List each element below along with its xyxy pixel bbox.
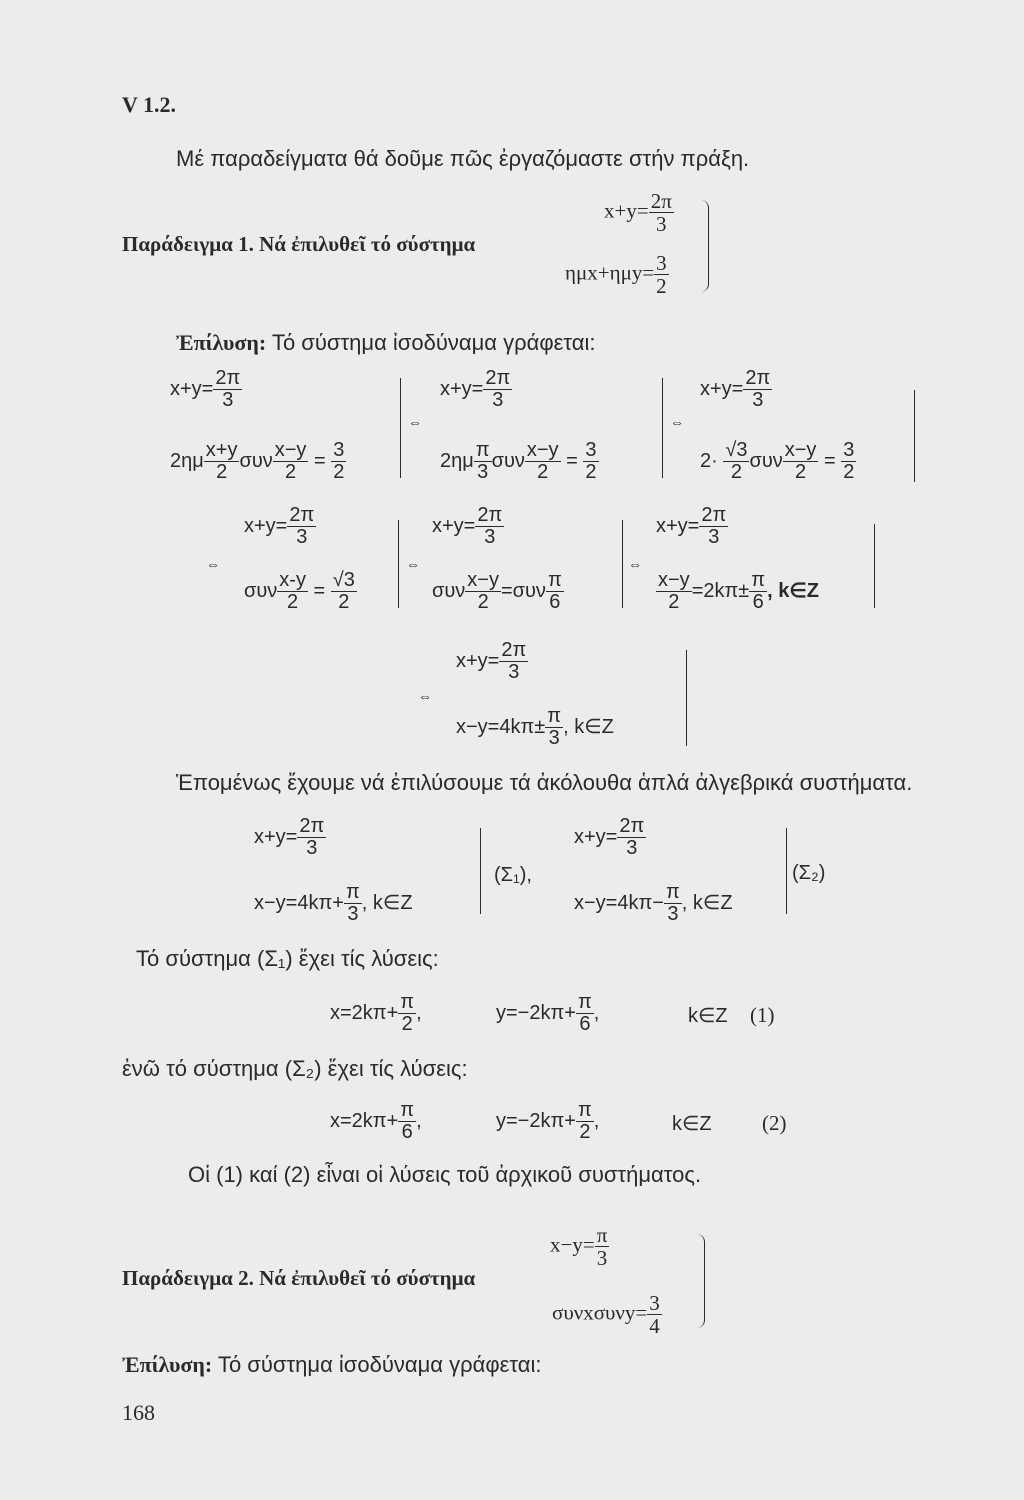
frac-den: 2: [730, 461, 742, 483]
frac-den: 3: [296, 526, 308, 548]
section-number: V 1.2.: [122, 92, 176, 117]
frac-num: 2π: [215, 367, 241, 389]
step4-eq2: [244, 570, 357, 613]
frac-num: 2π: [701, 504, 727, 526]
sys2-text: ἐνῶ τό σύστημα (Σ₂) ἔχει τίς λύσεις:: [122, 1056, 468, 1081]
frac-num: x-y: [279, 569, 306, 591]
frac-num: √3: [332, 569, 355, 591]
solution-label: Ἐπίλυση:: [122, 1352, 213, 1377]
eq-part: y=−2kπ+: [496, 1001, 576, 1024]
sol2-y: y=−2kπ+ $\frac{\pi}{2}$ ,: [496, 1099, 600, 1143]
system-brace: [686, 650, 687, 746]
sigma1-label: (Σ₁),: [494, 864, 532, 886]
frac-den: 2: [843, 461, 855, 483]
eq-part: =: [313, 579, 326, 602]
sys1-text: Τό σύστημα (Σ₁) ἔχει τίς λύσεις:: [136, 946, 439, 971]
equivalence-icon: ⇔: [418, 688, 432, 704]
system-brace: [874, 524, 875, 608]
eq-part: =συν: [500, 579, 546, 602]
frac-den: 3: [667, 903, 679, 925]
frac-num: x−y: [526, 439, 559, 461]
frac-num: √3: [725, 439, 748, 461]
frac-num: 3: [649, 1291, 660, 1315]
example1-eq2-lhs: ημx+ημy=: [565, 260, 655, 285]
frac-num: π: [596, 1223, 608, 1247]
example1-eq1: [604, 190, 674, 235]
frac-den: 3: [484, 526, 496, 548]
equivalence-icon: ⇔: [406, 556, 420, 572]
equivalence-icon: ⇔: [206, 556, 220, 572]
eq-part: 2ημ: [440, 449, 474, 472]
eq-part: =2kπ±: [691, 579, 750, 602]
eq-part: x−y=4kπ+: [254, 891, 344, 914]
solution-label: Ἐπίλυση:: [176, 330, 267, 355]
eq-part: =: [824, 449, 836, 472]
frac-den: 2: [537, 461, 549, 483]
frac-den: 6: [579, 1013, 591, 1035]
frac-num: π: [345, 881, 360, 903]
sigma2-eq2: [574, 882, 733, 925]
frac-num: 2π: [501, 639, 527, 661]
frac-den: 4: [649, 1314, 660, 1339]
step1-eq2: [170, 440, 346, 483]
equivalence-icon: ⇔: [408, 414, 422, 430]
equivalence-icon: ⇔: [628, 556, 642, 572]
example2-eq2: [552, 1292, 662, 1337]
system-brace: [696, 1234, 705, 1328]
frac-num: π: [547, 569, 562, 591]
frac-den: 2: [579, 1121, 591, 1143]
system-brace: [398, 520, 399, 608]
frac-den: 3: [655, 212, 667, 237]
step5-eq1: [432, 505, 504, 548]
eq-part: x=2kπ+: [330, 1001, 399, 1024]
eq-lhs: x+y=: [440, 377, 484, 400]
frac-den: 3: [626, 837, 638, 859]
frac-num: x−y: [658, 569, 690, 591]
step6-eq1: [656, 505, 728, 548]
eq-part: , k∈Z: [563, 715, 614, 738]
solution-text: Τό σύστημα ἰσοδύναμα γράφεται:: [271, 330, 596, 355]
eq-part: , k∈Z: [361, 891, 413, 914]
eq-part: =: [314, 449, 326, 472]
sol1-x: x=2kπ+ $\frac{\pi}{2}$ ,: [330, 991, 422, 1035]
eq-part: συν: [432, 579, 466, 602]
frac-den: 3: [752, 389, 764, 411]
eq-part: συν: [244, 579, 278, 602]
frac-num: π: [665, 881, 680, 903]
system-brace: [662, 378, 663, 478]
frac-den: 2: [656, 274, 667, 299]
frac-den: 2: [338, 591, 350, 613]
eq-lhs: x+y=: [432, 514, 476, 537]
eq-part: x=2kπ+: [330, 1109, 399, 1132]
step7-eq1: [456, 640, 528, 683]
frac-num: π: [751, 569, 766, 591]
eq-lhs: x+y=: [700, 377, 744, 400]
frac-num: 2π: [477, 504, 503, 526]
frac-den: 2: [477, 591, 489, 613]
sol2-tag: (2): [762, 1111, 787, 1135]
system-brace: [786, 828, 787, 914]
step2-eq2: [440, 440, 599, 483]
frac-num: 2π: [745, 367, 771, 389]
eq-lhs: x+y=: [456, 649, 500, 672]
frac-den: 2: [795, 461, 807, 483]
sigma2-label: (Σ₂): [792, 862, 826, 884]
eq-lhs: x+y=: [244, 514, 288, 537]
frac-den: 6: [752, 591, 764, 613]
example2-eq1-lhs: x−y=: [550, 1232, 595, 1257]
frac-num: 2π: [619, 815, 645, 837]
system-brace: [400, 378, 401, 478]
frac-den: 3: [477, 461, 489, 483]
frac-num: 2π: [485, 367, 511, 389]
sol1-y: y=−2kπ+ $\frac{\pi}{6}$ ,: [496, 991, 600, 1035]
step5-eq2: [432, 570, 564, 613]
frac-den: 2: [668, 591, 680, 613]
step4-eq1: [244, 505, 316, 548]
frac-den: 2: [287, 591, 299, 613]
frac-den: 6: [401, 1121, 413, 1143]
sol1-k: k∈Z: [688, 1005, 728, 1027]
eq-lhs: x+y=: [254, 825, 298, 848]
frac-num: 3: [843, 439, 855, 461]
frac-num: 3: [656, 251, 667, 275]
system-brace: [914, 390, 915, 482]
eq-part: , k∈Z: [681, 891, 733, 914]
frac-num: π: [547, 705, 562, 727]
therefore-text: Ἑπομένως ἔχουμε νά ἐπιλύσουμε τά ἀκόλουθα ἁπλά ἀλγεβρικά συστήματα.: [176, 770, 913, 795]
frac-den: 3: [492, 389, 504, 411]
frac-den: 3: [596, 1246, 608, 1271]
eq-part: x−y=4kπ±: [456, 715, 546, 738]
eq-part: , k∈Z: [767, 579, 819, 602]
example2-eq2-lhs: συνxσυνy=: [552, 1300, 648, 1325]
final-text: Οἱ (1) καί (2) εἶναι οἱ λύσεις τοῦ ἀρχικοῦ συστήματος.: [188, 1162, 702, 1187]
sigma1-eq1: [254, 816, 326, 859]
frac-den: 3: [708, 526, 720, 548]
frac-den: 3: [347, 903, 359, 925]
frac-den: 3: [508, 661, 520, 683]
example2-eq1: [550, 1224, 609, 1269]
eq-part: y=−2kπ+: [496, 1109, 576, 1132]
frac-num: π: [400, 1099, 415, 1121]
frac-num: 3: [585, 439, 597, 461]
frac-den: 2: [333, 461, 345, 483]
example1-eq1-lhs: x+y=: [604, 198, 649, 223]
system-brace: [480, 828, 481, 914]
frac-num: 2π: [299, 815, 325, 837]
step2-eq1: [440, 368, 512, 411]
sol1-tag: (1): [750, 1003, 775, 1027]
frac-num: 2π: [289, 504, 315, 526]
sigma1-eq2: [254, 882, 413, 925]
frac-num: x+y: [205, 439, 238, 461]
solution1-heading: [176, 330, 596, 356]
frac-num: π: [400, 991, 415, 1013]
page-number: 168: [122, 1400, 155, 1425]
frac-num: π: [577, 1099, 592, 1121]
frac-num: π: [577, 991, 592, 1013]
frac-den: 3: [306, 837, 318, 859]
eq-part: x−y=4kπ−: [574, 891, 664, 914]
system-brace: [700, 200, 709, 292]
frac-den: 2: [401, 1013, 413, 1035]
frac-num: 3: [333, 439, 345, 461]
frac-num: x−y: [784, 439, 817, 461]
step1-eq1: [170, 368, 242, 411]
frac-den: 2: [216, 461, 228, 483]
frac-den: 2: [285, 461, 297, 483]
example1-eq2: [565, 252, 669, 297]
frac-num: x−y: [274, 439, 307, 461]
eq-lhs: x+y=: [170, 377, 214, 400]
example2-label: Παράδειγμα 2. Νά ἐπιλυθεῖ τό σύστημα: [122, 1266, 476, 1290]
eq-part: 2ημ: [170, 449, 204, 472]
frac-num: π: [475, 439, 490, 461]
eq-part: 2·: [700, 449, 718, 472]
intro-text: Μέ παραδείγματα θά δοῦμε πῶς ἐργαζόμαστε στήν πράξη.: [176, 146, 750, 171]
frac-den: 2: [585, 461, 597, 483]
step7-eq2: [456, 706, 614, 749]
frac-den: 6: [549, 591, 561, 613]
step3-eq2: [700, 440, 856, 483]
eq-part: =: [566, 449, 578, 472]
frac-den: 3: [548, 727, 560, 749]
step3-eq1: [700, 368, 772, 411]
frac-num: x−y: [467, 569, 499, 591]
solution-text: Τό σύστημα ἰσοδύναμα γράφεται:: [217, 1352, 542, 1377]
frac-den: 3: [222, 389, 234, 411]
sol2-x: x=2kπ+ $\frac{\pi}{6}$ ,: [330, 1099, 422, 1143]
eq-part: συν: [749, 449, 783, 472]
system-brace: [622, 520, 623, 608]
eq-lhs: x+y=: [656, 514, 700, 537]
equivalence-icon: ⇔: [670, 414, 684, 430]
eq-lhs: x+y=: [574, 825, 618, 848]
eq-part: συν: [491, 449, 525, 472]
eq-part: συν: [239, 449, 273, 472]
sigma2-eq1: [574, 816, 646, 859]
solution2-heading: [122, 1352, 542, 1378]
example1-label: Παράδειγμα 1. Νά ἐπιλυθεῖ τό σύστημα: [122, 232, 476, 256]
step6-eq2: [656, 570, 819, 613]
sol2-k: k∈Z: [672, 1113, 712, 1135]
frac-num: 2π: [650, 189, 672, 213]
